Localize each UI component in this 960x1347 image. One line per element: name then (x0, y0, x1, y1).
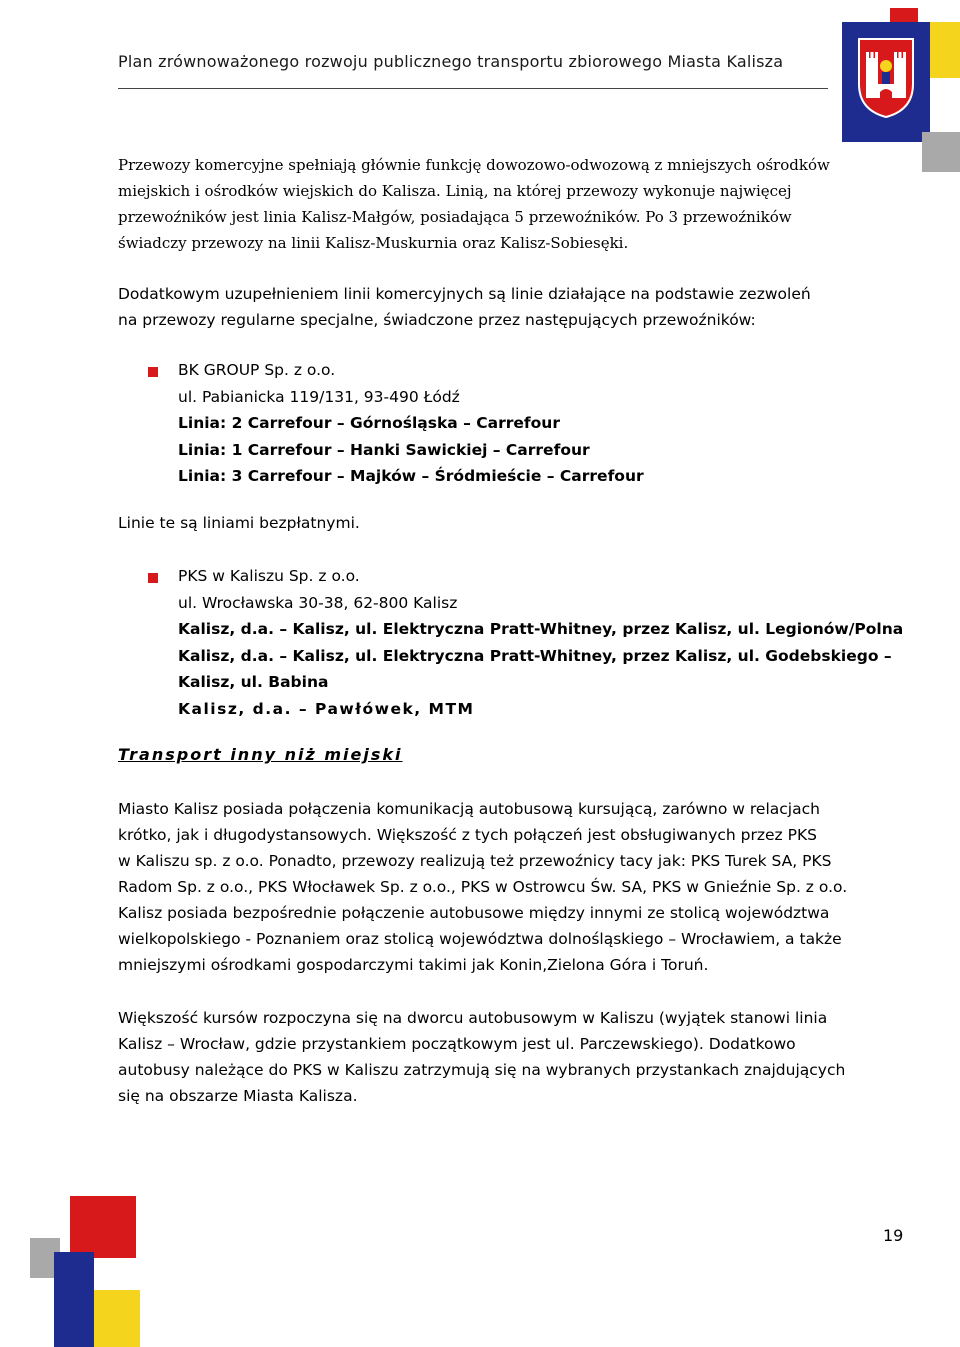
paragraph-line: się na obszarze Miasta Kalisza. (118, 1087, 358, 1105)
paragraph-line: Dodatkowym uzupełnieniem linii komercyjnych są linie działające na podstawie zezwoleń (118, 285, 811, 303)
paragraph-line: krótko, jak i długodystansowych. Większość z tych połączeń jest obsługiwanych przez PKS (118, 826, 817, 844)
paragraph-line: Miasto Kalisz posiada połączenia komunikacją autobusową kursującą, zarówno w relacjach (118, 800, 820, 818)
bullet-square-icon (148, 367, 158, 377)
paragraph-line: wielkopolskiego - Poznaniem oraz stolicą województwa dolnośląskiego – Wrocławiem, a także (118, 930, 842, 948)
paragraph-special-lines (118, 281, 904, 333)
paragraph-line: świadczy przewozy na linii Kalisz-Muskurnia oraz Kalisz-Sobiesęki. (118, 234, 629, 252)
carrier-line: Kalisz, d.a. – Pawłówek, MTM (178, 699, 475, 718)
header-divider (118, 88, 828, 89)
paragraph-bus-station (118, 1005, 904, 1109)
carrier-line: Linia: 1 Carrefour – Hanki Sawickiej – Carrefour (178, 440, 590, 459)
document-header-title: Plan zrównoważonego rozwoju publicznego transportu zbiorowego Miasta Kalisza (118, 52, 784, 71)
carrier-name: PKS w Kaliszu Sp. z o.o. (178, 567, 360, 585)
carrier-line: Linia: 3 Carrefour – Majków – Śródmieście – Carrefour (178, 467, 644, 485)
carrier-line: Kalisz, d.a. – Kalisz, ul. Elektryczna Pratt-Whitney, przez Kalisz, ul. Godebskiego – (178, 646, 892, 665)
paragraph-line: Większość kursów rozpoczyna się na dworcu autobusowym w Kaliszu (wyjątek stanowi linia (118, 1009, 828, 1027)
paragraph-line: mniejszymi ośrodkami gospodarczymi takimi jak Konin,Zielona Góra i Toruń. (118, 956, 709, 974)
header-decoration (830, 0, 960, 175)
paragraph-free-lines: Linie te są liniami bezpłatnymi. (118, 514, 360, 532)
paragraph-line: Kalisz – Wrocław, gdzie przystankiem początkowym jest ul. Parczewskiego). Dodatkowo (118, 1035, 796, 1053)
paragraph-line: miejskich i ośrodków wiejskich do Kalisza. Linią, na której przewozy wykonuje najwięcej (118, 182, 792, 200)
paragraph-commercial-transport (118, 152, 904, 256)
bullet-square-icon (148, 573, 158, 583)
kalisz-coat-of-arms-icon (856, 36, 916, 120)
paragraph-line: przewoźników jest linia Kalisz-Małgów, posiadająca 5 przewoźników. Po 3 przewoźników (118, 208, 792, 226)
carrier-line: Linia: 2 Carrefour – Górnośląska – Carrefour (178, 414, 560, 432)
paragraph-line: Przewozy komercyjne spełniają głównie funkcję dowozowo-odwozową z mniejszych ośrodków (118, 156, 830, 174)
paragraph-line: autobusy należące do PKS w Kaliszu zatrzymują się na wybranych przystankach znajdujących (118, 1061, 846, 1079)
carrier-details-pks-kalisz (178, 563, 903, 722)
carrier-address: ul. Wrocławska 30-38, 62-800 Kalisz (178, 593, 458, 612)
carrier-line: Kalisz, d.a. – Kalisz, ul. Elektryczna Pratt-Whitney, przez Kalisz, ul. Legionów/Polna (178, 620, 904, 638)
paragraph-line: Kalisz posiada bezpośrednie połączenie autobusowe między innymi ze stolicą województwa (118, 904, 830, 922)
page-number: 19 (883, 1226, 904, 1245)
paragraph-intercity-transport (118, 796, 904, 978)
section-heading: Transport inny niż miejski (118, 745, 403, 764)
paragraph-line: na przewozy regularne specjalne, świadczone przez następujących przewoźników: (118, 311, 756, 329)
carrier-name: BK GROUP Sp. z o.o. (178, 361, 336, 379)
paragraph-line: w Kaliszu sp. z o.o. Ponadto, przewozy realizują też przewoźnicy tacy jak: PKS Turek SA, PKS (118, 852, 832, 870)
carrier-details-bk-group (178, 357, 644, 490)
paragraph-line: Radom Sp. z o.o., PKS Włocławek Sp. z o.o., PKS w Ostrowcu Św. SA, PKS w Gnieźnie Sp. z o.o. (118, 878, 848, 896)
footer-decoration (0, 1190, 140, 1347)
carrier-address: ul. Pabianicka 119/131, 93-490 Łódź (178, 387, 460, 406)
carrier-line: Kalisz, ul. Babina (178, 673, 329, 691)
